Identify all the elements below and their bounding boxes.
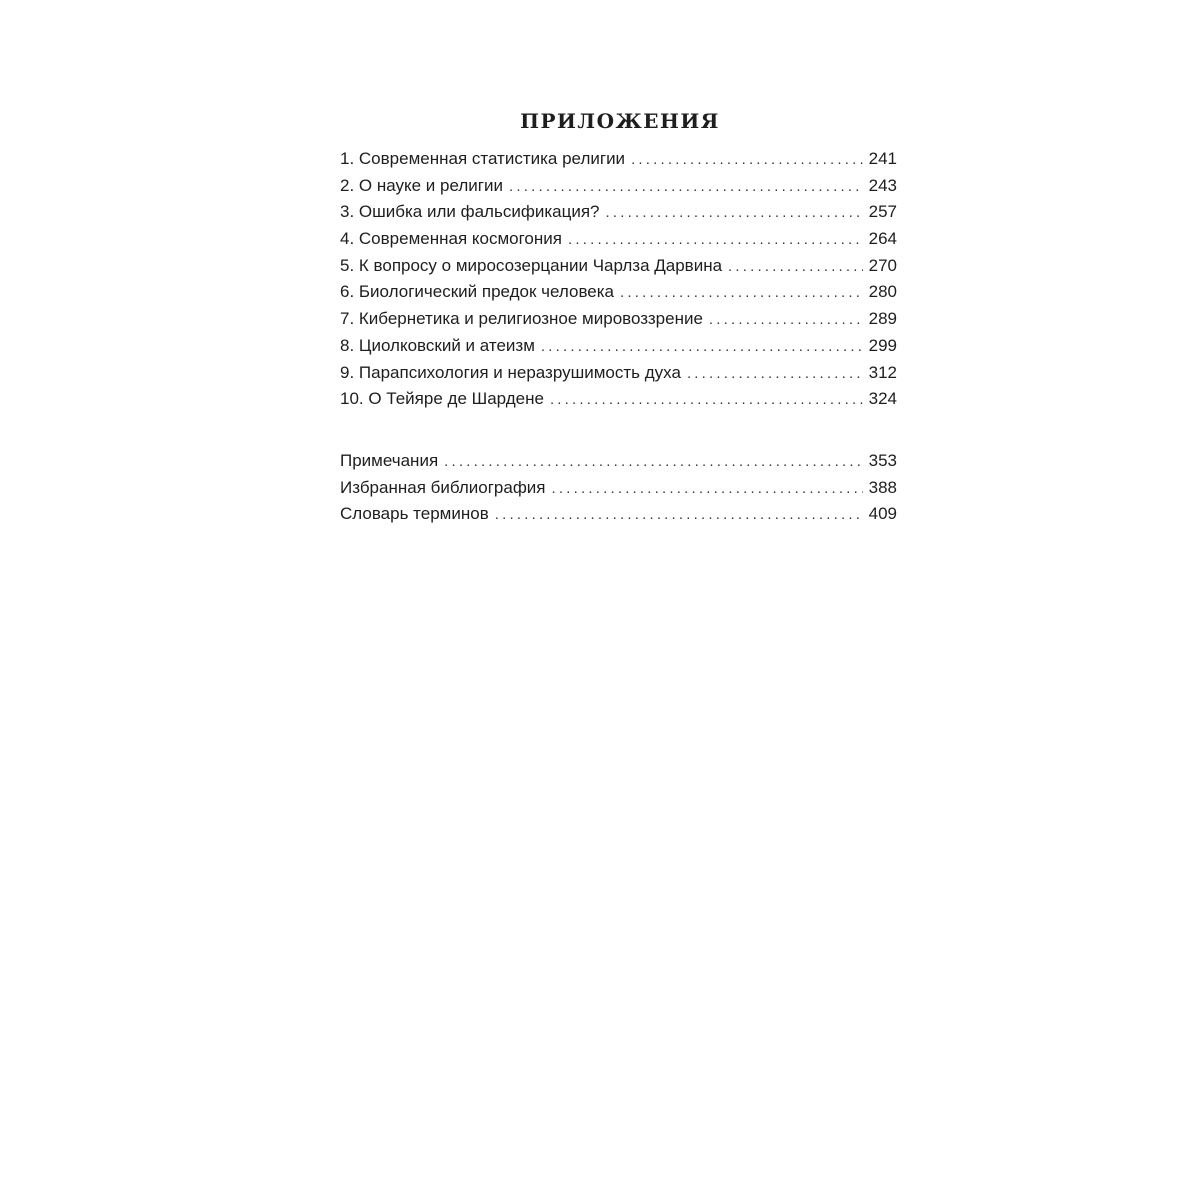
toc-entry-page: 270 [868, 255, 897, 275]
dot-leader [509, 174, 863, 201]
dot-leader [550, 387, 863, 414]
toc-entry-7[interactable] [340, 306, 897, 333]
toc-entry-bibliography[interactable] [340, 475, 897, 502]
appendices-list [340, 146, 897, 413]
toc-entry-title: 10. О Тейяре де Шардене [340, 389, 544, 409]
page-title: ПРИЛОЖЕНИЯ [520, 109, 720, 133]
toc-entry-title: Словарь терминов [340, 504, 489, 524]
toc-entry-page: 388 [868, 477, 897, 497]
toc-entry-title: 2. О науке и религии [340, 175, 503, 195]
toc-entry-page: 280 [868, 282, 897, 302]
toc-entry-title: Примечания [340, 451, 439, 470]
toc-entry-page: 324 [868, 389, 897, 409]
toc-entry-glossary[interactable] [340, 501, 897, 528]
toc-entry-6[interactable] [340, 279, 897, 306]
toc-entry-page: 264 [868, 229, 897, 249]
toc-entry-title: 7. Кибернетика и религиозное мировоззрение [340, 309, 703, 329]
toc-entry-page: 312 [868, 362, 897, 382]
toc-entry-page: 299 [868, 335, 897, 355]
toc-entry-page: 243 [868, 175, 897, 195]
toc-entry-8[interactable] [340, 333, 897, 360]
toc-entry-4[interactable] [340, 226, 897, 253]
back-matter-list [340, 448, 897, 528]
toc-entry-title: 5. К вопросу о миросозерцании Чарлза Дарвина [340, 255, 723, 275]
toc-entry-1[interactable] [340, 146, 897, 173]
dot-leader [568, 227, 863, 254]
toc-entry-9[interactable] [340, 360, 897, 387]
toc-entry-title: Избранная библиография [340, 477, 546, 497]
dot-leader [552, 476, 863, 503]
toc-entry-10[interactable] [340, 386, 897, 413]
dot-leader [687, 361, 863, 388]
toc-entry-title: 4. Современная космогония [340, 229, 562, 249]
toc-entry-2[interactable] [340, 173, 897, 200]
toc-entry-title: 3. Ошибка или фальсификация? [340, 202, 600, 222]
dot-leader [605, 200, 862, 227]
toc-entry-title: 1. Современная статистика религии [340, 149, 626, 168]
toc-entry-page: 409 [868, 504, 897, 524]
toc-entry-notes[interactable] [340, 448, 897, 475]
dot-leader [541, 334, 863, 361]
toc-entry-page: 257 [868, 202, 897, 222]
dot-leader [631, 147, 863, 174]
dot-leader [709, 307, 863, 334]
dot-leader [495, 502, 863, 529]
toc-entry-page: 353 [868, 451, 897, 470]
toc-entry-title: 9. Парапсихология и неразрушимость духа [340, 362, 681, 382]
toc-entry-title: 6. Биологический предок человека [340, 282, 615, 302]
dot-leader [728, 254, 863, 281]
toc-entry-page: 289 [868, 309, 897, 329]
dot-leader [444, 449, 862, 476]
toc-entry-5[interactable] [340, 253, 897, 280]
dot-leader [620, 280, 863, 307]
toc-entry-title: 8. Циолковский и атеизм [340, 335, 535, 355]
toc-entry-3[interactable] [340, 199, 897, 226]
toc-entry-page: 241 [868, 149, 897, 168]
